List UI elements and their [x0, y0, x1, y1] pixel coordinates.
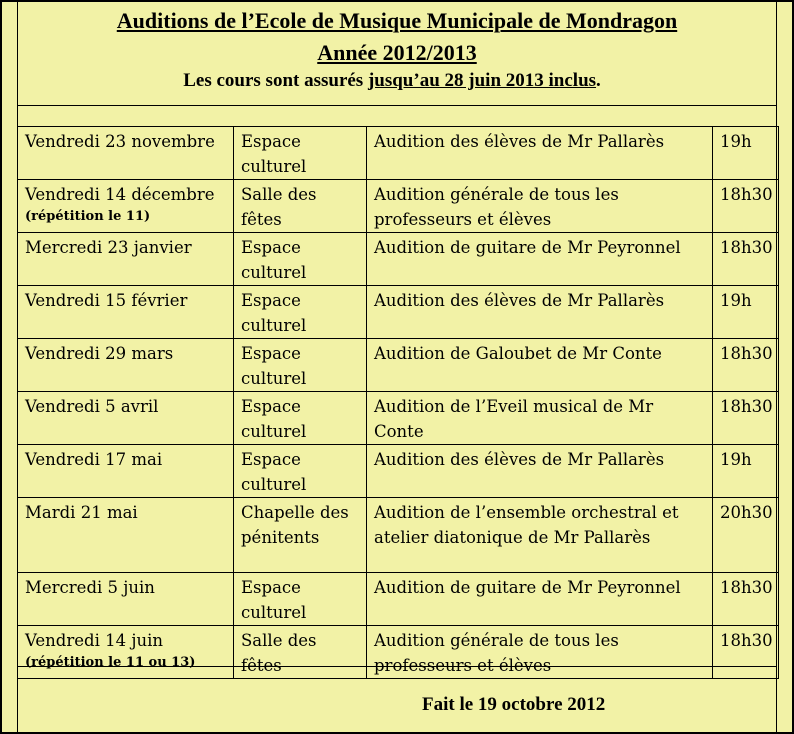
rehearsal-note: (répétition le 11) — [25, 209, 151, 224]
time-cell-text: 18h30 — [720, 344, 773, 363]
time-cell — [713, 498, 779, 573]
footer-divider — [17, 666, 777, 667]
place-cell — [234, 626, 367, 679]
date-cell-text: Vendredi 14 décembre — [25, 185, 215, 204]
place-cell — [234, 573, 367, 626]
event-cell — [367, 392, 713, 445]
time-cell — [713, 339, 779, 392]
event-cell — [367, 626, 713, 679]
place-cell-text: Espace culturel — [241, 397, 307, 441]
time-cell-text: 19h — [720, 291, 752, 310]
place-cell-text: Espace culturel — [241, 578, 307, 622]
date-cell — [18, 233, 234, 286]
table-row — [18, 127, 779, 180]
event-cell — [367, 573, 713, 626]
event-cell — [367, 127, 713, 180]
event-cell — [367, 498, 713, 573]
date-cell-text: Vendredi 5 avril — [25, 397, 159, 416]
place-cell — [234, 498, 367, 573]
event-cell-text: Audition générale de tous les professeurs et élèves — [374, 185, 619, 229]
date-cell — [18, 286, 234, 339]
notice-underlined: jusqu’au 28 juin 2013 inclus — [367, 70, 597, 91]
notice-prefix: Les cours sont assurés — [183, 70, 368, 91]
time-cell-text: 18h30 — [720, 631, 773, 650]
rehearsal-note: (répétition le 11 ou 13) — [25, 655, 196, 670]
table-row — [18, 498, 779, 573]
event-cell-text: Audition de l’Eveil musical de Mr Conte — [374, 397, 654, 441]
date-cell-text: Mercredi 23 janvier — [25, 238, 192, 257]
date-cell — [18, 180, 234, 233]
place-cell-text: Espace culturel — [241, 291, 307, 335]
time-cell — [713, 445, 779, 498]
place-cell — [234, 445, 367, 498]
time-cell-text: 18h30 — [720, 185, 773, 204]
place-cell-text: Espace culturel — [241, 238, 307, 282]
event-cell — [367, 339, 713, 392]
event-cell — [367, 233, 713, 286]
header-divider — [17, 105, 777, 106]
time-cell-text: 20h30 — [720, 503, 773, 522]
place-cell — [234, 127, 367, 180]
event-cell-text: Audition de guitare de Mr Peyronnel — [374, 238, 681, 257]
table-row — [18, 233, 779, 286]
document-year: Année 2012/2013 — [317, 40, 477, 65]
place-cell — [234, 392, 367, 445]
time-cell — [713, 626, 779, 679]
table-row — [18, 573, 779, 626]
date-cell — [18, 392, 234, 445]
time-cell-text: 18h30 — [720, 238, 773, 257]
time-cell-text: 18h30 — [720, 578, 773, 597]
date-cell-text: Vendredi 29 mars — [25, 344, 174, 363]
event-cell-text: Audition des élèves de Mr Pallarès — [374, 450, 665, 469]
table-row — [18, 626, 779, 679]
place-cell-text: Espace culturel — [241, 132, 307, 176]
document-title: Auditions de l’Ecole de Musique Municipale de Mondragon — [116, 8, 678, 33]
event-cell — [367, 180, 713, 233]
date-cell — [18, 445, 234, 498]
table-row — [18, 339, 779, 392]
event-cell-text: Audition de Galoubet de Mr Conte — [374, 344, 662, 363]
place-cell-text: Salle des fêtes — [241, 631, 317, 675]
date-cell-text: Mercredi 5 juin — [25, 578, 155, 597]
event-cell-text: Audition des élèves de Mr Pallarès — [374, 132, 665, 151]
table-row — [18, 286, 779, 339]
time-cell-text: 18h30 — [720, 397, 773, 416]
place-cell — [234, 286, 367, 339]
table-row — [18, 392, 779, 445]
table-row — [18, 180, 779, 233]
time-cell — [713, 573, 779, 626]
time-cell-text: 19h — [720, 132, 752, 151]
place-cell-text: Espace culturel — [241, 450, 307, 494]
table-row — [18, 445, 779, 498]
event-cell-text: Audition des élèves de Mr Pallarès — [374, 291, 665, 310]
place-cell-text: Salle des fêtes — [241, 185, 317, 229]
place-cell — [234, 180, 367, 233]
date-cell-text: Vendredi 17 mai — [25, 450, 163, 469]
event-cell-text: Audition de guitare de Mr Peyronnel — [374, 578, 681, 597]
time-cell — [713, 233, 779, 286]
date-cell — [18, 339, 234, 392]
date-cell — [18, 127, 234, 180]
date-cell — [18, 498, 234, 573]
date-cell-text: Vendredi 15 février — [25, 291, 188, 310]
place-cell-text: Espace culturel — [241, 344, 307, 388]
audition-schedule-table — [17, 126, 779, 679]
place-cell — [234, 339, 367, 392]
place-cell — [234, 233, 367, 286]
time-cell-text: 19h — [720, 450, 752, 469]
date-cell-text: Vendredi 14 juin — [25, 631, 163, 650]
date-cell-text: Mardi 21 mai — [25, 503, 138, 522]
time-cell — [713, 180, 779, 233]
date-cell — [18, 573, 234, 626]
place-cell-text: Chapelle des pénitents — [241, 503, 349, 547]
signature-date: Fait le 19 octobre 2012 — [422, 694, 606, 715]
time-cell — [713, 127, 779, 180]
time-cell — [713, 392, 779, 445]
event-cell — [367, 286, 713, 339]
time-cell — [713, 286, 779, 339]
event-cell-text: Audition générale de tous les professeurs et élèves — [374, 631, 619, 675]
event-cell-text: Audition de l’ensemble orchestral et atelier diatonique de Mr Pallarès — [374, 503, 679, 547]
notice-suffix: . — [596, 70, 601, 91]
date-cell — [18, 626, 234, 679]
event-cell — [367, 445, 713, 498]
courses-notice — [2, 70, 782, 92]
date-cell-text: Vendredi 23 novembre — [25, 132, 215, 151]
